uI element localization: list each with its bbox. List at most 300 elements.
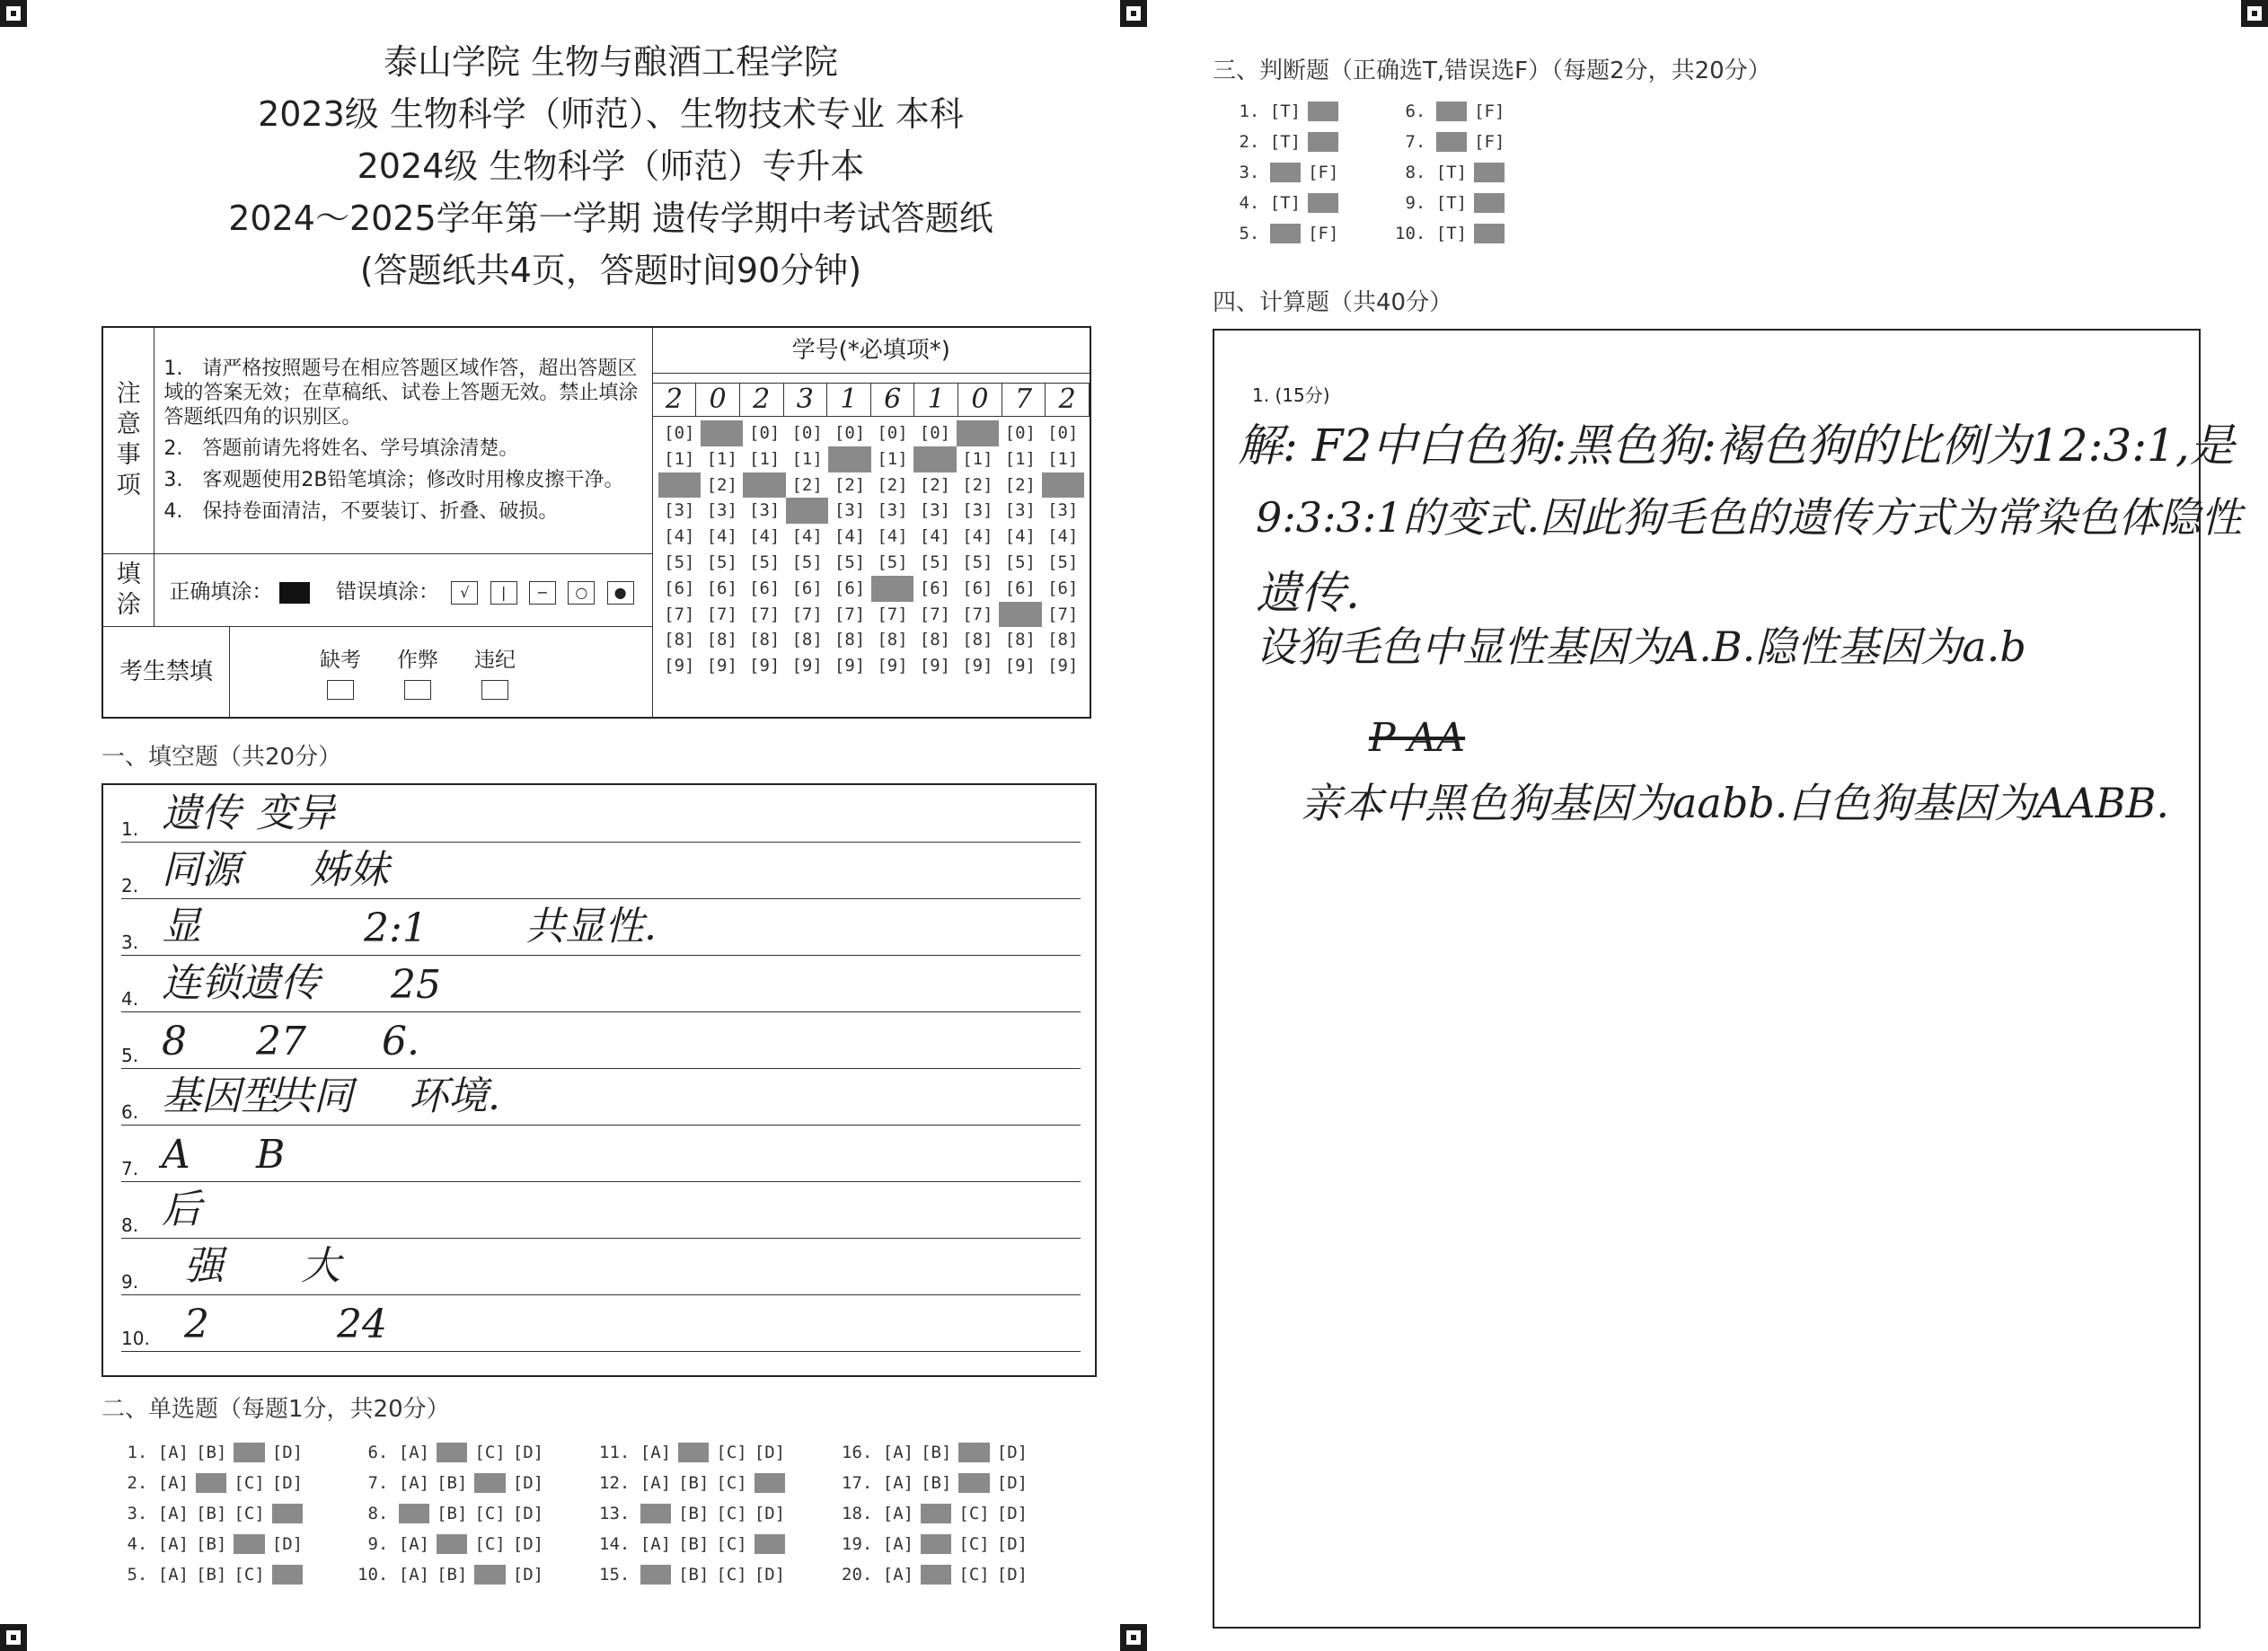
- choice-option[interactable]: [B]: [196, 1565, 227, 1585]
- choice-option[interactable]: [B]: [437, 1534, 468, 1554]
- fill-in-answer: 显: [162, 904, 201, 949]
- student-id-bubble[interactable]: [7]: [791, 604, 823, 624]
- choice-option[interactable]: [A]: [157, 1534, 190, 1554]
- tf-option[interactable]: [F]: [1308, 224, 1339, 243]
- fill-in-number: 4.: [121, 988, 139, 1010]
- choice-option[interactable]: [D]: [271, 1443, 304, 1462]
- choice-option[interactable]: [B]: [196, 1473, 227, 1493]
- single-choice-question: [599, 1443, 792, 1462]
- single-choice-question: [842, 1473, 1035, 1493]
- student-id-bubble[interactable]: [2]: [1042, 472, 1084, 499]
- fill-in-number: 8.: [121, 1214, 139, 1236]
- student-id-bubble[interactable]: [6]: [706, 578, 737, 598]
- corner-mark-bottom-left: [0, 1624, 27, 1651]
- single-choice-question: [357, 1504, 551, 1523]
- single-choice-question: [842, 1443, 1035, 1462]
- single-choice-question: [842, 1534, 1035, 1554]
- tf-option[interactable]: [F]: [1308, 102, 1339, 121]
- student-id-bubble[interactable]: [0]: [957, 420, 999, 446]
- student-id-bubble[interactable]: [8]: [791, 630, 823, 650]
- question-number: 14.: [599, 1534, 640, 1554]
- choice-option[interactable]: [D]: [271, 1565, 304, 1585]
- student-id-bubble[interactable]: [3]: [664, 500, 695, 521]
- student-id-bubble[interactable]: [3]: [834, 500, 866, 521]
- choice-option[interactable]: [B]: [921, 1565, 952, 1585]
- choice-option[interactable]: [A]: [882, 1443, 914, 1462]
- student-id-bubble[interactable]: [8]: [749, 630, 781, 650]
- student-id-bubble[interactable]: [0]: [1047, 423, 1079, 443]
- choice-option[interactable]: [D]: [996, 1504, 1028, 1523]
- student-id-bubble[interactable]: [8]: [877, 630, 908, 650]
- choice-option[interactable]: [B]: [196, 1443, 227, 1462]
- student-id-bubble[interactable]: [9]: [1004, 656, 1036, 676]
- instruction-1: 1. 请严格按照题号在相应答题区域作答，超出答题区域的答案无效；在草稿纸、试卷上答题无效。禁止填涂答题纸四角的识别区。: [163, 358, 639, 429]
- student-id-bubble[interactable]: [3]: [1047, 500, 1079, 521]
- student-id-bubble[interactable]: [1]: [913, 446, 956, 472]
- question-number: 15.: [599, 1565, 640, 1585]
- fill-in-line: [121, 1294, 1081, 1352]
- question-number: 2.: [1229, 132, 1270, 152]
- choice-option[interactable]: [B]: [921, 1473, 952, 1493]
- student-id-digit: 3: [784, 384, 828, 416]
- student-id-bubble[interactable]: [5]: [791, 552, 823, 572]
- student-id-bubble[interactable]: [0]: [919, 423, 951, 443]
- fill-in-line: [121, 898, 1081, 956]
- choice-option[interactable]: [B]: [678, 1443, 710, 1462]
- choice-option[interactable]: [A]: [157, 1504, 190, 1523]
- choice-option[interactable]: [D]: [512, 1443, 544, 1462]
- choice-option[interactable]: [D]: [754, 1565, 786, 1585]
- choice-option[interactable]: [D]: [996, 1565, 1028, 1585]
- student-id-column: [999, 420, 1041, 679]
- choice-option[interactable]: [A]: [640, 1504, 672, 1523]
- student-id-bubble[interactable]: [9]: [664, 656, 695, 676]
- choice-option[interactable]: [D]: [754, 1443, 786, 1462]
- student-id-bubble[interactable]: [6]: [834, 578, 866, 598]
- student-id-bubble[interactable]: [0]: [1004, 423, 1036, 443]
- choice-option[interactable]: [A]: [882, 1565, 914, 1585]
- student-id-bubble[interactable]: [9]: [834, 656, 866, 676]
- student-id-panel: [652, 327, 1090, 718]
- flag-absent: [320, 643, 361, 700]
- student-id-bubble[interactable]: [0]: [877, 423, 908, 443]
- student-id-column: [658, 420, 701, 679]
- choice-option[interactable]: [B]: [678, 1534, 710, 1554]
- choice-option[interactable]: [D]: [754, 1534, 786, 1554]
- student-id-bubble[interactable]: [1]: [877, 448, 908, 469]
- student-id-bubble[interactable]: [6]: [664, 578, 695, 598]
- student-id-bubble[interactable]: [8]: [664, 630, 695, 650]
- tf-option[interactable]: [F]: [1474, 224, 1505, 243]
- choice-option[interactable]: [C]: [958, 1473, 990, 1493]
- choice-option[interactable]: [B]: [678, 1565, 710, 1585]
- student-id-bubble[interactable]: [1]: [706, 448, 737, 469]
- tf-option[interactable]: [F]: [1308, 163, 1339, 182]
- choice-option[interactable]: [A]: [398, 1443, 430, 1462]
- header-line: 2023级 生物科学（师范）、生物技术专业 本科: [258, 94, 964, 134]
- student-id-bubble[interactable]: [5]: [1047, 552, 1079, 572]
- fill-in-answer: 姊妹: [310, 847, 389, 893]
- student-id-bubble[interactable]: [0]: [701, 420, 743, 446]
- fill-in-answer: 大: [301, 1243, 340, 1289]
- notice-table: [101, 326, 1091, 719]
- choice-option[interactable]: [C]: [234, 1473, 265, 1493]
- student-id-bubble[interactable]: [8]: [919, 630, 951, 650]
- choice-option[interactable]: [C]: [958, 1534, 990, 1554]
- correct-fill-label: 正确填涂：: [169, 580, 273, 605]
- fill-in-title: 一、填空题（共20分）: [101, 744, 342, 771]
- student-id-bubble[interactable]: [8]: [1047, 630, 1079, 650]
- choice-option[interactable]: [A]: [398, 1473, 430, 1493]
- single-choice-question: [842, 1565, 1035, 1585]
- true-false-question: [1229, 102, 1346, 121]
- student-id-bubble[interactable]: [9]: [791, 656, 823, 676]
- student-id-digits: [653, 383, 1090, 417]
- notice-label-text: 注意事项: [116, 380, 141, 500]
- fill-in-box: [101, 783, 1097, 1377]
- student-id-bubble[interactable]: [3]: [706, 500, 737, 521]
- single-choice-question: [599, 1534, 792, 1554]
- fill-in-answer: 共显性.: [525, 904, 657, 949]
- student-id-bubble[interactable]: [0]: [834, 423, 866, 443]
- student-id-bubble[interactable]: [3]: [919, 500, 951, 521]
- instruction-4: 4. 保持卷面清洁，不要装订、折叠、破损。: [163, 500, 559, 524]
- fill-in-answer: 25: [391, 962, 441, 1008]
- question-number: 9.: [1395, 193, 1436, 213]
- student-id-bubble[interactable]: [4]: [791, 526, 823, 547]
- choice-option[interactable]: [D]: [271, 1504, 304, 1523]
- student-id-bubble[interactable]: [4]: [877, 526, 908, 547]
- choice-option[interactable]: [C]: [234, 1534, 265, 1554]
- student-id-bubble[interactable]: [2]: [877, 474, 908, 495]
- student-id-bubble[interactable]: [7]: [706, 604, 737, 624]
- question-number: 8.: [357, 1504, 399, 1523]
- choice-option[interactable]: [B]: [437, 1443, 468, 1462]
- choice-option[interactable]: [B]: [437, 1565, 468, 1585]
- choice-option[interactable]: [A]: [398, 1565, 430, 1585]
- choice-option[interactable]: [C]: [474, 1504, 506, 1523]
- student-id-bubble[interactable]: [2]: [919, 474, 951, 495]
- flag-absent-checkbox[interactable]: [327, 680, 354, 700]
- student-id-bubble[interactable]: [2]: [834, 474, 866, 495]
- student-id-digit: 2: [653, 384, 697, 416]
- single-choice-question: [599, 1473, 792, 1493]
- single-choice-question: [117, 1443, 310, 1462]
- student-id-bubble[interactable]: [6]: [962, 578, 993, 598]
- choice-option[interactable]: [D]: [754, 1473, 786, 1493]
- choice-option[interactable]: [B]: [196, 1504, 227, 1523]
- student-id-digit: 1: [827, 384, 871, 416]
- tf-option[interactable]: [T]: [1435, 132, 1468, 152]
- student-id-bubble[interactable]: [2]: [706, 474, 737, 495]
- student-id-bubble[interactable]: [4]: [749, 526, 781, 547]
- student-id-bubble[interactable]: [5]: [962, 552, 993, 572]
- choice-option[interactable]: [A]: [640, 1534, 672, 1554]
- student-id-bubble[interactable]: [1]: [828, 446, 870, 472]
- student-id-bubble[interactable]: [7]: [834, 604, 866, 624]
- question-number: 10.: [1395, 224, 1436, 243]
- student-id-column: [913, 420, 956, 679]
- choice-option[interactable]: [C]: [716, 1473, 747, 1493]
- choice-option[interactable]: [A]: [157, 1443, 190, 1462]
- student-id-bubble[interactable]: [6]: [1047, 578, 1079, 598]
- fill-in-answer: 24: [337, 1302, 387, 1347]
- student-id-bubble[interactable]: [4]: [1047, 526, 1079, 547]
- true-false-question: [1229, 193, 1346, 213]
- choice-option[interactable]: [A]: [398, 1504, 430, 1523]
- student-id-bubble[interactable]: [1]: [962, 448, 993, 469]
- student-id-bubble[interactable]: [9]: [749, 656, 781, 676]
- student-id-bubble[interactable]: [4]: [664, 526, 695, 547]
- choice-option[interactable]: [D]: [996, 1473, 1028, 1493]
- single-choice-question: [357, 1534, 551, 1554]
- choice-option[interactable]: [A]: [882, 1534, 914, 1554]
- flag-cheat-checkbox[interactable]: [404, 680, 431, 700]
- student-id-bubble[interactable]: [8]: [706, 630, 737, 650]
- question-number: 1.: [1229, 102, 1270, 121]
- student-id-bubble[interactable]: [1]: [1004, 448, 1036, 469]
- student-id-bubble[interactable]: [9]: [1047, 656, 1079, 676]
- student-id-bubble[interactable]: [3]: [877, 500, 908, 521]
- tf-option[interactable]: [F]: [1308, 193, 1339, 213]
- tf-option[interactable]: [T]: [1269, 193, 1302, 213]
- student-id-digit: 2: [1046, 384, 1090, 416]
- question-number: 7.: [357, 1473, 399, 1493]
- choice-option[interactable]: [B]: [196, 1534, 227, 1554]
- choice-option[interactable]: [D]: [512, 1504, 544, 1523]
- student-id-column: [743, 420, 785, 679]
- fill-in-number: 7.: [121, 1158, 139, 1179]
- student-id-bubble[interactable]: [5]: [919, 552, 951, 572]
- fill-in-answer: 2: [184, 1302, 209, 1347]
- choice-option[interactable]: [C]: [958, 1504, 990, 1523]
- student-id-bubble[interactable]: [0]: [791, 423, 823, 443]
- student-id-bubble[interactable]: [3]: [749, 500, 781, 521]
- student-id-bubble[interactable]: [5]: [706, 552, 737, 572]
- fill-in-answer: 环境.: [409, 1073, 500, 1119]
- student-id-bubble[interactable]: [2]: [1004, 474, 1036, 495]
- choice-option[interactable]: [D]: [754, 1504, 786, 1523]
- student-id-bubble[interactable]: [5]: [834, 552, 866, 572]
- choice-option[interactable]: [C]: [716, 1504, 747, 1523]
- student-id-bubble[interactable]: [1]: [664, 448, 695, 469]
- student-id-bubble[interactable]: [2]: [791, 474, 823, 495]
- fill-in-answer: 强: [184, 1243, 224, 1289]
- student-id-bubble[interactable]: [6]: [791, 578, 823, 598]
- single-choice-question: [357, 1443, 551, 1462]
- answer-line: 亲本中黑色狗基因为aabb.白色狗基因为AABB.: [1301, 779, 2170, 827]
- question-number: 19.: [842, 1534, 883, 1554]
- forbidden-row: [102, 626, 652, 718]
- student-id-bubble[interactable]: [3]: [786, 498, 828, 524]
- choice-option[interactable]: [A]: [157, 1473, 190, 1493]
- forbidden-label: 考生禁填: [103, 627, 230, 717]
- tf-option[interactable]: [F]: [1474, 193, 1505, 213]
- choice-option[interactable]: [C]: [474, 1565, 506, 1585]
- student-id-bubble[interactable]: [7]: [749, 604, 781, 624]
- student-id-bubble[interactable]: [9]: [962, 656, 993, 676]
- student-id-bubble[interactable]: [4]: [962, 526, 993, 547]
- fill-in-number: 9.: [121, 1271, 139, 1293]
- choice-option[interactable]: [B]: [437, 1504, 468, 1523]
- student-id-bubble[interactable]: [4]: [1004, 526, 1036, 547]
- choice-option[interactable]: [C]: [958, 1565, 990, 1585]
- choice-option[interactable]: [D]: [271, 1473, 304, 1493]
- student-id-bubble[interactable]: [3]: [962, 500, 993, 521]
- choice-option[interactable]: [C]: [716, 1565, 747, 1585]
- student-id-bubble[interactable]: [2]: [743, 472, 785, 499]
- student-id-bubble[interactable]: [9]: [706, 656, 737, 676]
- corner-mark-top-right: [2241, 0, 2268, 27]
- fill-in-number: 3.: [121, 931, 139, 953]
- student-id-bubble[interactable]: [1]: [749, 448, 781, 469]
- choice-option[interactable]: [B]: [437, 1473, 468, 1493]
- tf-option[interactable]: [F]: [1474, 163, 1505, 182]
- fill-in-line: [121, 1011, 1081, 1069]
- choice-option[interactable]: [D]: [996, 1443, 1028, 1462]
- student-id-bubble[interactable]: [7]: [877, 604, 908, 624]
- choice-option[interactable]: [A]: [882, 1504, 914, 1523]
- tf-option[interactable]: [F]: [1474, 132, 1505, 152]
- choice-option[interactable]: [A]: [640, 1443, 672, 1462]
- choice-option[interactable]: [B]: [678, 1504, 710, 1523]
- student-id-bubble[interactable]: [8]: [962, 630, 993, 650]
- tf-option[interactable]: [T]: [1435, 163, 1468, 182]
- student-id-bubble[interactable]: [1]: [1047, 448, 1079, 469]
- tf-option[interactable]: [T]: [1435, 224, 1468, 243]
- question-number: 2.: [117, 1473, 158, 1493]
- answer-line: 解: F2中白色狗:黑色狗:褐色狗的比例为12:3:1,是: [1238, 419, 2235, 472]
- student-id-bubble[interactable]: [9]: [919, 656, 951, 676]
- choice-option[interactable]: [C]: [234, 1565, 265, 1585]
- student-id-bubble[interactable]: [4]: [919, 526, 951, 547]
- student-id-bubble[interactable]: [5]: [877, 552, 908, 572]
- fill-in-line: [121, 1181, 1081, 1239]
- student-id-bubble[interactable]: [8]: [834, 630, 866, 650]
- question-number: 17.: [842, 1473, 883, 1493]
- student-id-bubble[interactable]: [0]: [749, 423, 781, 443]
- instruction-3: 3. 客观题使用2B铅笔填涂；修改时用橡皮擦干净。: [163, 469, 624, 492]
- true-false-question: [1395, 132, 1512, 152]
- student-id-bubble[interactable]: [6]: [871, 576, 913, 602]
- student-id-bubble[interactable]: [8]: [1004, 630, 1036, 650]
- choice-option[interactable]: [D]: [512, 1473, 544, 1493]
- student-id-digit: 0: [696, 384, 740, 416]
- choice-option[interactable]: [A]: [640, 1565, 672, 1585]
- true-false-question: [1229, 163, 1346, 182]
- choice-option[interactable]: [B]: [921, 1534, 952, 1554]
- student-id-bubble[interactable]: [5]: [664, 552, 695, 572]
- wrong-mark-dot: ●: [607, 581, 634, 605]
- fill-in-answer: 8: [162, 1019, 187, 1064]
- tf-option[interactable]: [F]: [1474, 102, 1505, 121]
- student-id-bubble[interactable]: [9]: [877, 656, 908, 676]
- true-false-question: [1229, 132, 1346, 152]
- choice-option[interactable]: [C]: [958, 1443, 990, 1462]
- student-id-bubble[interactable]: [3]: [1004, 500, 1036, 521]
- tf-option[interactable]: [T]: [1269, 132, 1302, 152]
- choice-option[interactable]: [C]: [474, 1473, 506, 1493]
- question-number: 12.: [599, 1473, 640, 1493]
- single-choice-question: [842, 1504, 1035, 1523]
- student-id-bubble[interactable]: [7]: [962, 604, 993, 624]
- student-id-bubble[interactable]: [4]: [706, 526, 737, 547]
- question-number: 3.: [117, 1504, 158, 1523]
- question-number: 3.: [1229, 163, 1270, 182]
- student-id-bubble[interactable]: [7]: [1047, 604, 1079, 624]
- choice-option[interactable]: [C]: [716, 1534, 747, 1554]
- single-choice-question: [117, 1504, 310, 1523]
- student-id-bubble[interactable]: [0]: [664, 423, 695, 443]
- single-choice-question: [357, 1565, 551, 1585]
- question-number: 4.: [117, 1534, 158, 1554]
- choice-option[interactable]: [B]: [921, 1504, 952, 1523]
- choice-option[interactable]: [C]: [716, 1443, 747, 1462]
- student-id-bubble[interactable]: [1]: [791, 448, 823, 469]
- student-id-bubble[interactable]: [5]: [1004, 552, 1036, 572]
- student-id-bubble[interactable]: [2]: [658, 472, 701, 499]
- true-false-title: 三、判断题（正确选T,错误选F）（每题2分，共20分）: [1213, 57, 1771, 84]
- single-choice-question: [599, 1504, 792, 1523]
- flag-violation-checkbox[interactable]: [481, 680, 508, 700]
- student-id-digit: 2: [740, 384, 784, 416]
- student-id-bubble[interactable]: [6]: [919, 578, 951, 598]
- student-id-column: [871, 420, 913, 679]
- choice-option[interactable]: [D]: [512, 1565, 544, 1585]
- choice-option[interactable]: [D]: [996, 1534, 1028, 1554]
- choice-option[interactable]: [A]: [882, 1473, 914, 1493]
- student-id-bubble[interactable]: [7]: [999, 602, 1041, 628]
- header-line: 2024级 生物科学（师范）专升本: [357, 146, 865, 186]
- fill-in-answer: 基因型: [162, 1073, 280, 1119]
- student-id-title: 学号(*必填项*): [653, 328, 1090, 374]
- choice-option[interactable]: [B]: [921, 1443, 952, 1462]
- student-id-bubble[interactable]: [7]: [919, 604, 951, 624]
- tf-option[interactable]: [T]: [1435, 102, 1468, 121]
- question-number: 8.: [1395, 163, 1436, 182]
- choice-option[interactable]: [D]: [512, 1534, 544, 1554]
- fill-in-number: 2.: [121, 875, 139, 896]
- choice-option[interactable]: [C]: [474, 1534, 506, 1554]
- tf-option[interactable]: [T]: [1269, 224, 1302, 243]
- true-false-question: [1395, 163, 1512, 182]
- choice-option[interactable]: [D]: [271, 1534, 304, 1554]
- choice-option[interactable]: [C]: [234, 1504, 265, 1523]
- choice-option[interactable]: [A]: [640, 1473, 672, 1493]
- tf-option[interactable]: [F]: [1308, 132, 1339, 152]
- student-id-bubble[interactable]: [4]: [834, 526, 866, 547]
- choice-option[interactable]: [C]: [474, 1443, 506, 1462]
- choice-option[interactable]: [B]: [678, 1473, 710, 1493]
- question-number: 20.: [842, 1565, 883, 1585]
- choice-option[interactable]: [C]: [234, 1443, 265, 1462]
- choice-option[interactable]: [A]: [398, 1534, 430, 1554]
- student-id-bubble[interactable]: [6]: [749, 578, 781, 598]
- student-id-bubble[interactable]: [6]: [1004, 578, 1036, 598]
- student-id-bubble[interactable]: [5]: [749, 552, 781, 572]
- student-id-bubble[interactable]: [7]: [664, 604, 695, 624]
- choice-option[interactable]: [A]: [157, 1565, 190, 1585]
- fill-in-line: [121, 1125, 1081, 1182]
- student-id-bubble[interactable]: [2]: [962, 474, 993, 495]
- corner-mark-top-left: [0, 0, 27, 27]
- single-choice-question: [117, 1534, 310, 1554]
- tf-option[interactable]: [T]: [1269, 163, 1302, 182]
- fill-in-answer: 同源: [162, 847, 241, 893]
- fill-in-answer: 27: [256, 1019, 306, 1064]
- tf-option[interactable]: [T]: [1435, 193, 1468, 213]
- tf-option[interactable]: [T]: [1269, 102, 1302, 121]
